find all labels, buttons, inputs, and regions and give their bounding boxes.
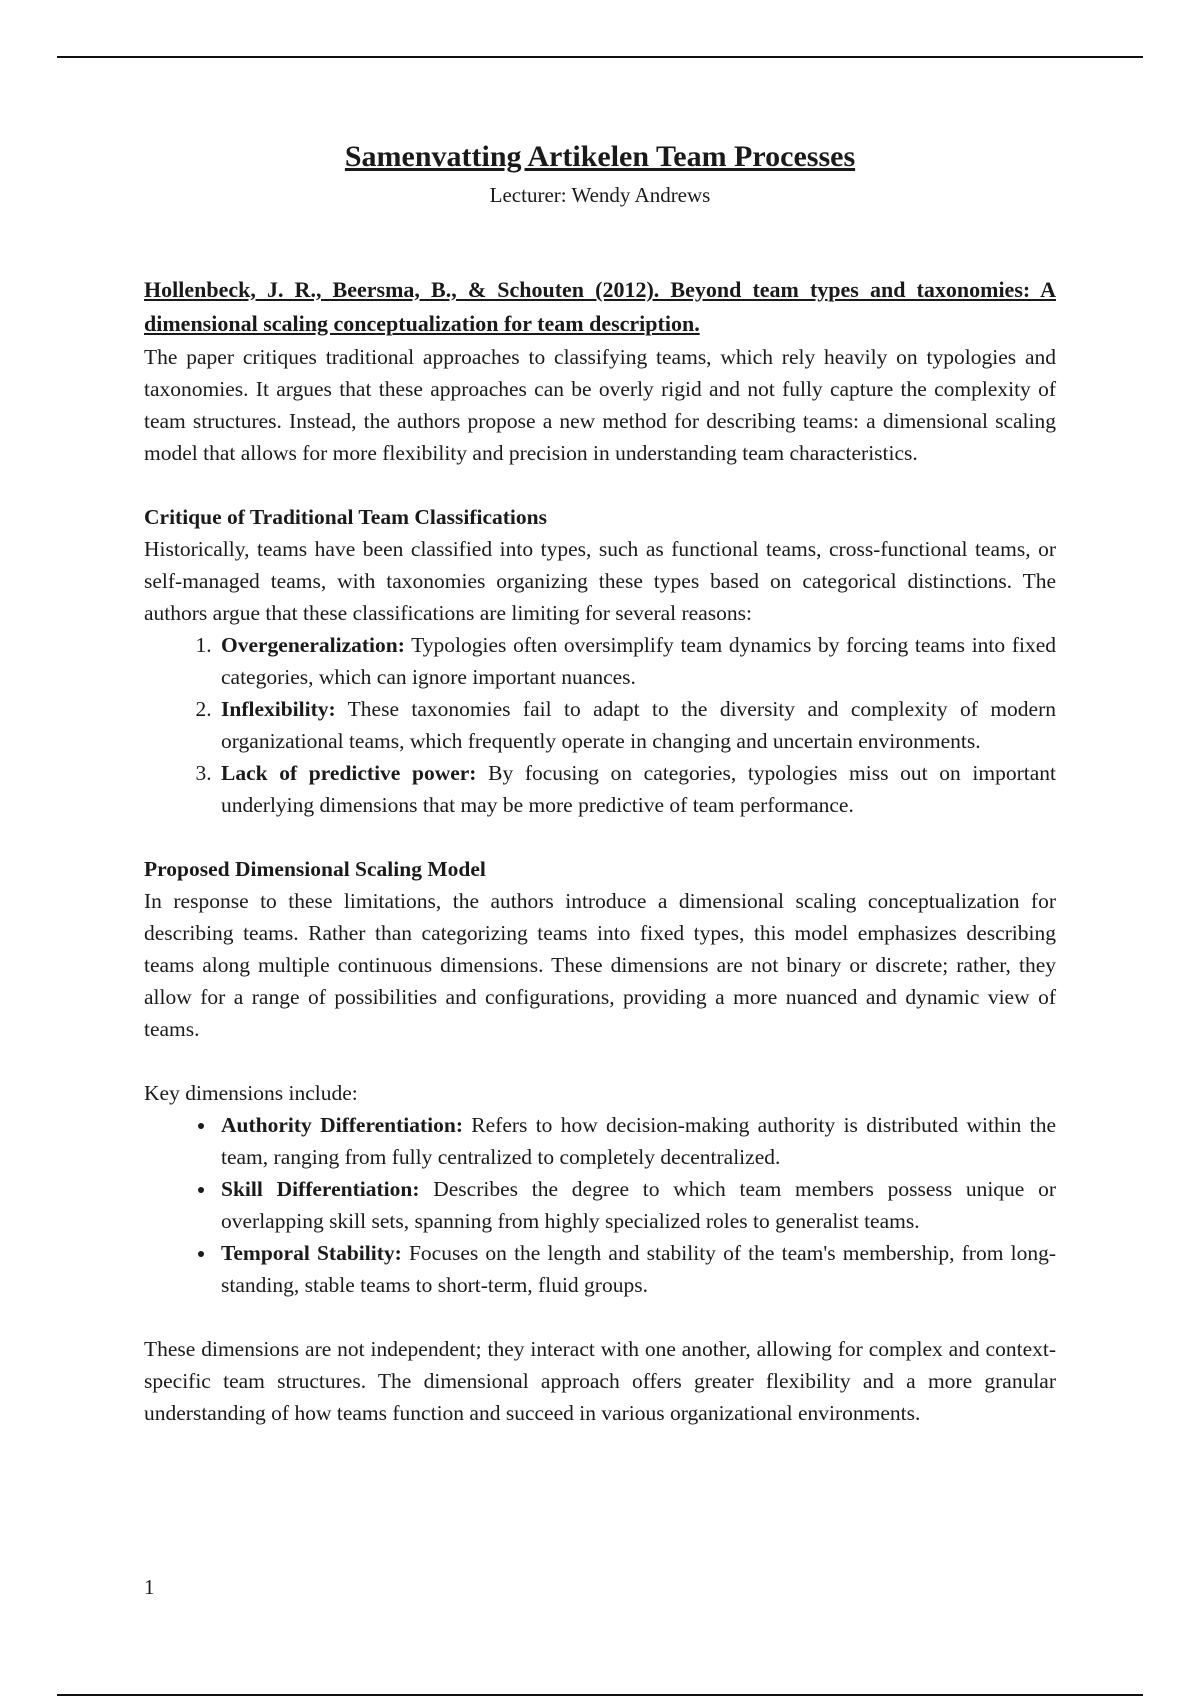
list-item-text: Refers to how decision-making authority is distributed within the team, ranging from fully centralized to completely decentralized. [221, 1112, 1056, 1169]
top-rule [57, 56, 1143, 58]
list-item-text: These taxonomies fail to adapt to the diversity and complexity of modern organizational teams, which frequently operate in changing and uncertain environments. [221, 696, 1056, 753]
list-item [217, 693, 1056, 757]
list-item [217, 757, 1056, 821]
reference-heading: Hollenbeck, J. R., Beersma, B., & Schouten (2012). Beyond team types and taxonomies: A dimensional scaling conceptualization for team description. [144, 276, 1056, 336]
list-item-term: Skill Differentiation: [221, 1176, 420, 1201]
document-body [144, 138, 1056, 1429]
list-item-text: Typologies often oversimplify team dynamics by forcing teams into fixed categories, which can ignore important nuances. [221, 632, 1056, 689]
list-item [217, 1173, 1056, 1237]
key-dimensions-intro: Key dimensions include: [144, 1080, 358, 1105]
dimensions-list [144, 1109, 1056, 1301]
list-item [217, 629, 1056, 693]
bottom-rule [57, 1694, 1143, 1696]
list-item-term: Authority Differentiation: [221, 1112, 463, 1137]
list-item-text: Focuses on the length and stability of the team's membership, from long-standing, stable teams to short-term, fluid groups. [221, 1240, 1056, 1297]
lecturer-line: Lecturer: Wendy Andrews [489, 182, 711, 207]
list-item-term: Inflexibility: [221, 696, 336, 721]
list-item-text: By focusing on categories, typologies miss out on important underlying dimensions that may be more predictive of team performance. [221, 760, 1056, 817]
list-item-term: Overgeneralization: [221, 632, 405, 657]
critique-paragraph: Historically, teams have been classified into types, such as functional teams, cross-functional teams, or self-managed teams, with taxonomies organizing these types based on categorical distinctions. The authors argue that these classifications are limiting for several reasons: [144, 536, 1056, 625]
list-item-term: Temporal Stability: [221, 1240, 402, 1265]
model-paragraph: In response to these limitations, the authors introduce a dimensional scaling conceptualization for describing teams. Rather than categorizing teams into fixed types, this model emphasizes describing teams along multiple continuous dimensions. These dimensions are not binary or discrete; rather, they allow for a range of possibilities and configurations, providing a more nuanced and dynamic view of teams. [144, 888, 1056, 1041]
document-title: Samenvatting Artikelen Team Processes [344, 140, 856, 173]
closing-paragraph: These dimensions are not independent; they interact with one another, allowing for complex and context-specific team structures. The dimensional approach offers greater flexibility and a more granular understanding of how teams function and succeed in various organizational environments. [144, 1336, 1056, 1425]
section-heading-critique: Critique of Traditional Team Classifications [144, 504, 547, 529]
page-number: 1 [144, 1575, 155, 1599]
list-item-term: Lack of predictive power: [221, 760, 477, 785]
critique-list [144, 629, 1056, 821]
list-item [217, 1109, 1056, 1173]
list-item-text: Describes the degree to which team members possess unique or overlapping skill sets, spanning from highly specialized roles to generalist teams. [221, 1176, 1057, 1233]
intro-paragraph: The paper critiques traditional approaches to classifying teams, which rely heavily on typologies and taxonomies. It argues that these approaches can be overly rigid and not fully capture the complexity of team structures. Instead, the authors propose a new method for describing teams: a dimensional scaling model that allows for more flexibility and precision in understanding team characteristics. [144, 344, 1056, 465]
list-item [217, 1237, 1056, 1301]
section-heading-model: Proposed Dimensional Scaling Model [144, 856, 486, 881]
